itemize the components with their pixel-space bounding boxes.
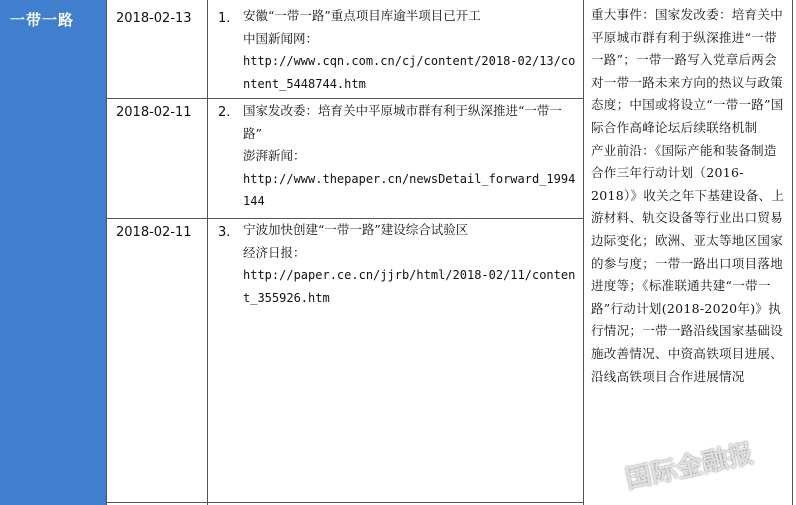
category-label: 一带一路: [10, 11, 75, 29]
article-source: 澎湃新闻：: [243, 148, 306, 163]
row-number: 2.: [218, 105, 231, 120]
summary-column: [591, 4, 787, 388]
row-number: 3.: [218, 225, 231, 240]
row-divider: [107, 502, 584, 503]
row-date: 2018-02-11: [116, 105, 192, 120]
article-title: 国家发改委：培育关中平原城市群有利于纵深推进“一带一路”: [243, 103, 562, 141]
article-title: 宁波加快创建“一带一路”建设综合试验区: [243, 222, 469, 237]
column-divider: [583, 0, 584, 505]
article-title: 安徽“一带一路”重点项目库逾半项目已开工: [243, 8, 481, 23]
column-divider: [106, 0, 107, 505]
article-link[interactable]: http://paper.ce.cn/jjrb/html/2018-02/11/content_355926.htm: [243, 268, 576, 305]
row-date: 2018-02-11: [116, 225, 192, 240]
row-date: 2018-02-13: [116, 11, 192, 26]
article-source: 经济日报：: [243, 244, 306, 260]
row-divider: [107, 98, 584, 99]
watermark-logo: [620, 432, 790, 502]
column-divider: [207, 0, 208, 505]
column-divider: [792, 0, 793, 505]
table-row: [243, 100, 578, 213]
article-source: 中国新闻网：: [243, 30, 319, 46]
article-link[interactable]: http://www.thepaper.cn/newsDetail_forward_1994144: [243, 171, 576, 208]
article-link[interactable]: http://www.cqn.com.cn/cj/content/2018-02/13/content_5448744.htm: [243, 54, 576, 91]
table-row: [243, 5, 578, 95]
major-events: 重大事件：国家发改委：培育关中平原城市群有利于纵深推进“一带一路”；一带一路写入党章后两会对一带一路未来方向的热议与政策态度；中国或将设立“一带一路”国际合作高峰论坛后续联络机制: [591, 7, 784, 135]
watermark-text: 国际金融报: [622, 438, 757, 496]
category-column: [0, 0, 107, 505]
row-number: 1.: [218, 11, 231, 26]
table-row: [243, 219, 578, 309]
industry-frontier: 产业前沿：《国际产能和装备制造合作三年行动计划（2016-2018）》收关之年下基建设备、上游材料、轨交设备等行业出口贸易边际变化；欧洲、亚太等地区国家的参与度；一带一路出口项目落地进度等；《标准联通共建“一带一路”行动计划(2018-2020年)》执行情况；一带一路沿线国家基础设施改善情况、中资高铁项目进展、沿线高铁项目合作进展情况: [591, 142, 785, 384]
